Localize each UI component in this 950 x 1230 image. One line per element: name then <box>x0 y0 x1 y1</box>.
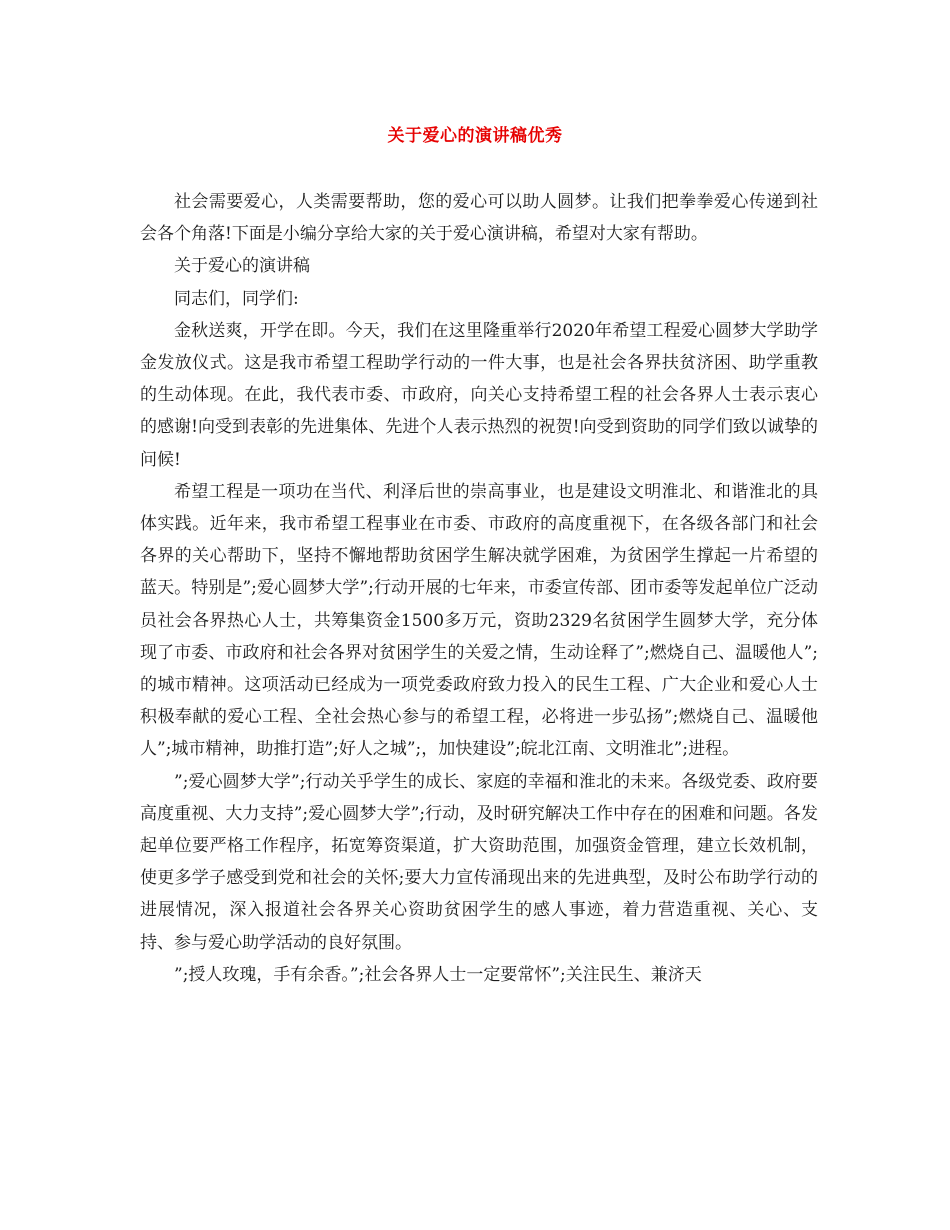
document-title: 关于爱心的演讲稿优秀 <box>387 126 563 146</box>
document-body <box>140 186 818 991</box>
paragraph-salutation: 同志们，同学们: <box>174 288 299 309</box>
paragraph-intro: 社会需要爱心，人类需要帮助，您的爱心可以助人圆梦。让我们把拳拳爱心传递到社会各个角落!下面是小编分享给大家的关于爱心演讲稿，希望对大家有帮助。 <box>140 192 818 245</box>
paragraph-project: 希望工程是一项功在当代、利泽后世的崇高事业，也是建设文明淮北、和谐淮北的具体实践。近年来，我市希望工程事业在市委、市政府的高度重视下，在各级各部门和社会各界的关心帮助下，坚持不懈地帮助贫困学生解决就学困难，为贫困学生撑起一片希望的蓝天。特别是”;爱心圆梦大学”;行动开展的七年来，市委宣传部、团市委等发起单位广泛动员社会各界热心人士，共筹集资金1500多万元，资助2329名贫困学生圆梦大学，充分体现了市委、市政府和社会各界对贫困学生的关爱之情，生动诠释了”;燃烧自己、温暖他人”;的城市精神。这项活动已经成为一项党委政府致力投入的民生工程、广大企业和爱心人士积极奉献的爱心工程、全社会热心参与的希望工程，必将进一步弘扬”;燃烧自己、温暖他人”;城市精神，助推打造”;好人之城”;，加快建设”;皖北江南、文明淮北”;进程。 <box>140 481 818 760</box>
paragraph-closing: ”;授人玫瑰，手有余香。”;社会各界人士一定要常怀”;关注民生、兼济天 <box>174 964 702 985</box>
paragraph-heading: 关于爱心的演讲稿 <box>174 256 310 277</box>
paragraph-opening: 金秋送爽，开学在即。今天，我们在这里隆重举行2020年希望工程爱心圆梦大学助学金发放仪式。这是我市希望工程助学行动的一件大事，也是社会各界扶贫济困、助学重教的生动体现。在此，我代表市委、市政府，向关心支持希望工程的社会各界人士表示衷心的感谢!向受到表彰的先进集体、先进个人表示热烈的祝贺!向受到资助的同学们致以诚挚的问候! <box>140 320 818 470</box>
paragraph-action: ”;爱心圆梦大学”;行动关乎学生的成长、家庭的幸福和淮北的未来。各级党委、政府要高度重视、大力支持”;爱心圆梦大学”;行动，及时研究解决工作中存在的困难和问题。各发起单位要严格工作程序，拓宽筹资渠道，扩大资助范围，加强资金管理，建立长效机制，使更多学子感受到党和社会的关怀;要大力宣传涌现出来的先进典型，及时公布助学行动的进展情况，深入报道社会各界关心资助贫困学生的感人事迹，着力营造重视、关心、支持、参与爱心助学活动的良好氛围。 <box>140 771 818 953</box>
